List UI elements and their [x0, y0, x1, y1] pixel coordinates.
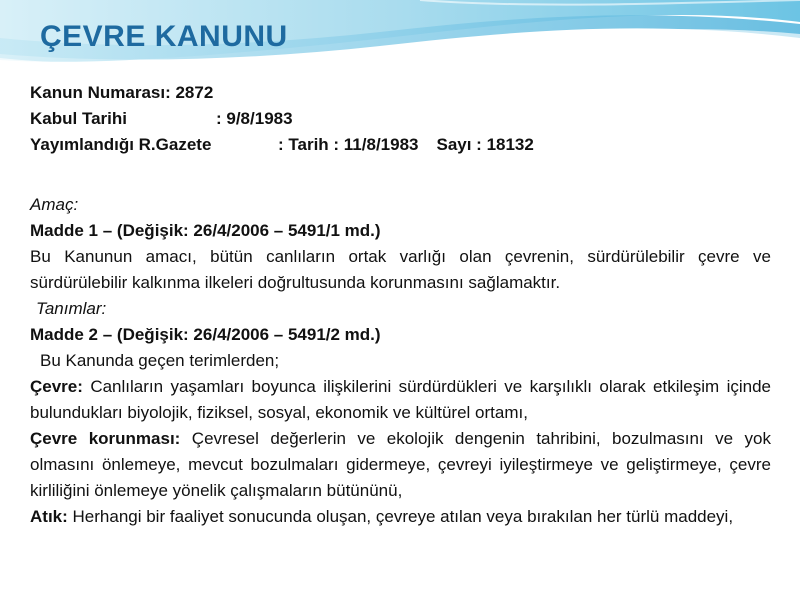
law-content	[30, 80, 771, 530]
resmi-gazete-label: Yayımlandığı R.Gazete	[30, 135, 212, 154]
kabul-tarihi-label: Kabul Tarihi	[30, 109, 127, 128]
definition-term: Çevre:	[30, 377, 83, 396]
definition-atik	[30, 504, 771, 530]
definition-term: Atık:	[30, 507, 68, 526]
madde-1-text: Bu Kanunun amacı, bütün canlıların ortak varlığı olan çevrenin, sürdürülebilir çevre ve sürdürülebilir kalkınma ilkeleri doğrultusunda korunmasını sağlamaktır.	[30, 247, 771, 292]
definition-text: Canlıların yaşamları boyunca ilişkilerini sürdürdükleri ve karşılıklı olarak etkileşim içinde bulundukları biyolojik, fiziksel, sosyal, ekonomik ve kültürel ortamı,	[30, 377, 771, 422]
kanun-numarasi	[30, 80, 771, 106]
page-title: ÇEVRE KANUNU	[40, 20, 288, 53]
madde-2-intro: Bu Kanunda geçen terimlerden;	[40, 351, 280, 370]
amac-heading: Amaç:	[30, 195, 79, 214]
madde-1-heading: Madde 1 – (Değişik: 26/4/2006 – 5491/1 md.)	[30, 221, 381, 240]
tanimlar-heading: Tanımlar:	[36, 299, 107, 318]
kanun-numarasi-value: : 2872	[165, 83, 214, 102]
resmi-gazete-tarih: : Tarih : 11/8/1983	[278, 135, 419, 154]
resmi-gazete	[30, 132, 771, 158]
definition-text: Çevresel değerlerin ve ekolojik dengenin tahribini, bozulmasını ve yok olmasını önlemeye, mevcut bozulmaları gidermeye, çevreyi iyileştirmeye ve geliştirmeye, çevre kirliliğini önlemeye yönelik çalışmaların bütününü,	[30, 429, 771, 500]
definition-cevre-korunmasi	[30, 426, 771, 504]
definition-term: Çevre korunması:	[30, 429, 181, 448]
definition-cevre	[30, 374, 771, 426]
kabul-tarihi	[30, 106, 771, 132]
resmi-gazete-sayi: Sayı : 18132	[436, 135, 534, 154]
madde-2-heading: Madde 2 – (Değişik: 26/4/2006 – 5491/2 md.)	[30, 325, 381, 344]
kanun-numarasi-label: Kanun Numarası	[30, 83, 166, 102]
kabul-tarihi-value: : 9/8/1983	[216, 109, 293, 128]
definition-text: Herhangi bir faaliyet sonucunda oluşan, çevreye atılan veya bırakılan her türlü maddeyi,	[72, 507, 734, 526]
